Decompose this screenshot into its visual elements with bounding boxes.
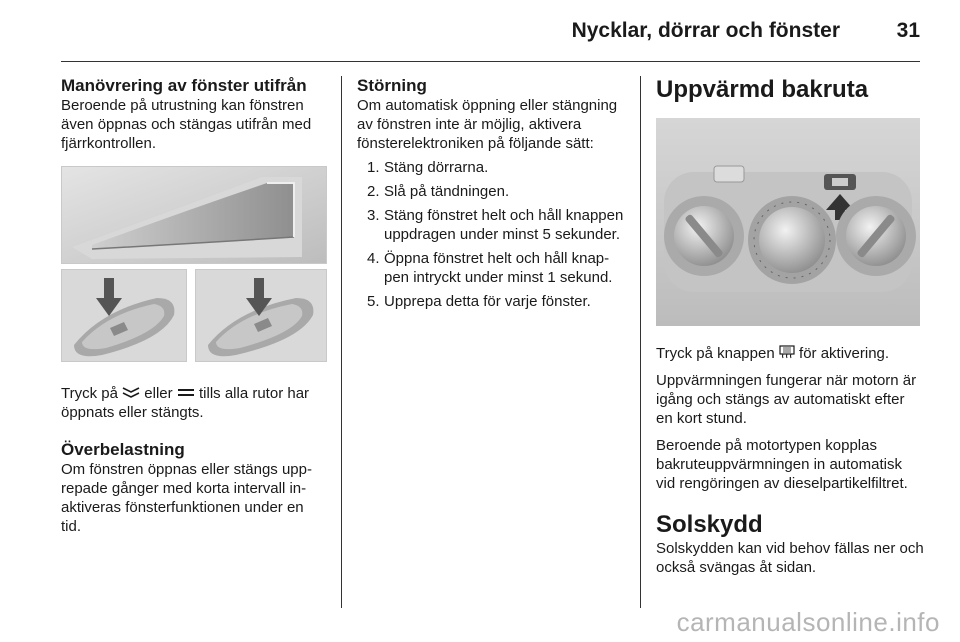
paragraph [656,344,924,363]
page-number: 31 [896,19,920,42]
step-text: Slå på tändningen. [384,183,510,200]
paragraph: Beroende på utrustning kan fönstren även öppnas och stängas utifrån med fjärrkontrollen. [61,97,312,152]
section-heading: Solskydd [656,511,763,538]
step-text: Öppna fönstret helt och håll knappen intryckt under minst 1 sekund. [384,250,613,286]
step-number: 1. [367,159,380,176]
paragraph: Om fönstren öppnas eller stängs upprepade gånger med korta intervall inaktiveras fönsterfunktionen under en tid. [61,461,312,535]
steps-list [357,158,627,311]
step-number: 4. [367,250,380,267]
section-heading: Överbelastning [61,440,185,459]
list-item [357,158,627,177]
header-title: Nycklar, dörrar och fönster [571,19,840,42]
step-text: Stäng fönstret helt och håll knappen uppdragen under minst 5 sekunder. [384,207,624,243]
rear-window-heater-icon [779,345,795,359]
list-item [357,292,627,311]
climate-control-photo [656,118,920,326]
column-3 [656,76,924,577]
paragraph [61,384,327,422]
text-fragment: tills alla rutor har öppnats eller stängts. [61,385,310,421]
text-fragment: för aktivering. [799,345,890,362]
column-divider [341,76,342,608]
step-number: 5. [367,293,380,310]
section-heading: Uppvärmd bakruta [656,76,869,103]
page-header [0,0,960,62]
text-fragment: Tryck på [61,385,118,402]
open-windows-icon [177,387,195,399]
list-item [357,182,627,201]
list-item [357,206,627,244]
car-window-photo [61,166,327,264]
paragraph: Beroende på motortypen kopplas bakruteuppvärmningen in automatisk vid rengöringen av dieselpartikelfiltret. [656,437,908,492]
section-heading: Manövrering av fönster utifrån [61,76,307,95]
text-fragment: Tryck på knappen [656,345,775,362]
remote-close-photo [61,269,187,362]
remote-window-figure [61,166,327,366]
step-number: 2. [367,183,380,200]
remote-open-photo [195,269,327,362]
paragraph: Om automatisk öppning eller stängning av fönstren inte är möjlig, aktivera fönsterelektroniken på följande sätt: [357,97,618,152]
column-divider [640,76,641,608]
step-number: 3. [367,207,380,224]
column-1 [61,76,327,536]
column-2 [357,76,627,311]
text-fragment: eller [144,385,173,402]
section-heading: Störning [357,76,427,95]
step-text: Stäng dörrarna. [384,159,489,176]
paragraph: Solskydden kan vid behov fällas ner och också svängas åt sidan. [656,540,924,576]
close-windows-icon [122,387,140,399]
watermark: carmanualsonline.info [676,607,940,637]
paragraph: Uppvärmningen fungerar när motorn är igång och stängs av automatiskt efter en kort stund. [656,372,917,427]
step-text: Upprepa detta för varje fönster. [384,293,591,310]
list-item [357,249,627,287]
header-rule [61,61,920,62]
